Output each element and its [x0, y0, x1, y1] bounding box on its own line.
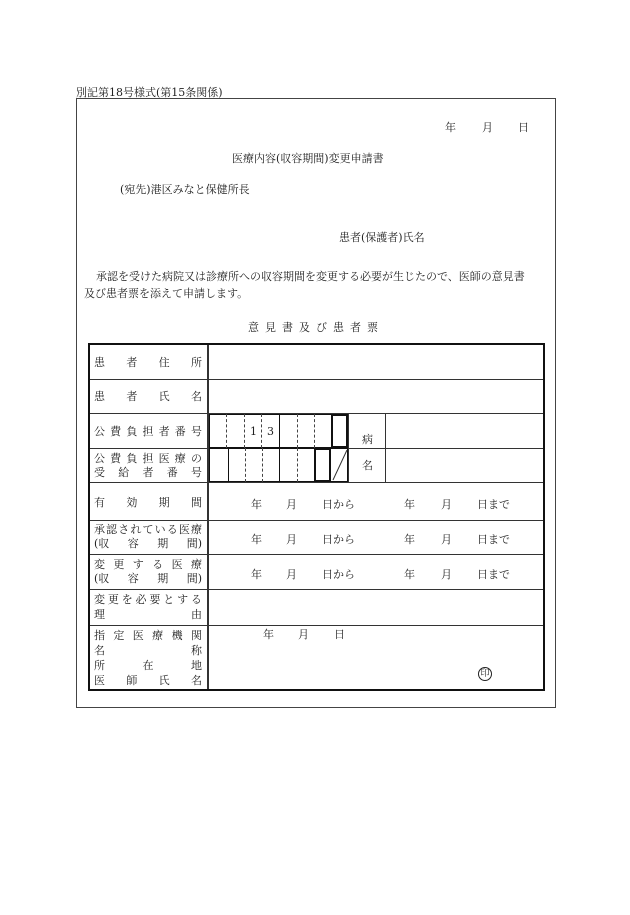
- recipient-number-label-line1: 公 費 負 担 医 療 の: [94, 452, 202, 465]
- changed-treatment-label-line1: 変 更 す る 医 療: [94, 558, 202, 571]
- change-reason-label-line1: 変 更 を 必 要 と す る: [94, 593, 202, 606]
- patient-address-field[interactable]: [210, 345, 543, 378]
- form-title: 医療内容(収容期間)変更申請書: [232, 152, 384, 165]
- recipient-number-label-line2: 受 給 者 番 号: [94, 466, 202, 479]
- recipient-number-check-digit[interactable]: [314, 448, 331, 482]
- seal-mark: 印: [478, 667, 492, 681]
- changed-treatment-label-line2: (収 容 期 間): [94, 572, 202, 585]
- payer-number-digit-1: 1: [250, 425, 257, 438]
- form-label: 別記第18号様式(第15条関係): [76, 86, 223, 99]
- change-reason-field[interactable]: [210, 591, 543, 624]
- payer-number-check-digit[interactable]: [331, 414, 348, 448]
- addressee: (宛先)港区みなと保健所長: [120, 183, 250, 196]
- section-title: 意見書及び患者票: [248, 321, 384, 334]
- applicant-name-label: 患者(保護者)氏名: [339, 231, 425, 244]
- date-month-label: 月: [482, 121, 493, 134]
- approved-treatment-label-line1: 承 認 さ れ て い る 医 療: [94, 523, 202, 536]
- approved-treatment-label-line2: (収 容 期 間): [94, 537, 202, 550]
- institution-name-label: 名 称: [94, 644, 202, 657]
- date-year-label: 年: [445, 121, 456, 134]
- body-text-line-2: 及び患者票を添えて申請します。: [84, 287, 249, 300]
- patient-name-label: 患 者 氏 名: [94, 390, 202, 403]
- institution-address-label: 所 在 地: [94, 659, 202, 672]
- payer-number-label: 公 費 負 担 者 番 号: [94, 425, 202, 438]
- patient-address-label: 患 者 住 所: [94, 356, 202, 369]
- institution-label: 指 定 医 療 機 関: [94, 629, 202, 642]
- disease-name-label-char2: 名: [362, 459, 373, 472]
- validity-period-label: 有 効 期 間: [94, 496, 202, 509]
- change-reason-label-line2: 理 由: [94, 608, 202, 621]
- payer-number-digit-3: 3: [267, 425, 274, 438]
- body-text-line-1: 承認を受けた病院又は診療所への収容期間を変更する必要が生じたので、医師の意見書: [96, 270, 525, 283]
- opinion-and-patient-ticket-table: 患 者 住 所 患 者 氏 名 公 費 負 担 者 番 号 公 費 負 担 医 療 の 受 給 者 番 号 有 効 期 間 承 認 さ れ て い る 医 療 (収 容 期 間) 変 更 す る 医 療 (収 容 期 間) 変 更 を 必 要 と す る 理 由 指 定 医 療 機 関 名 称 所 在 地 医 師 氏 名 1 3 病 名 年 月 日から 年 月 日まで 年 月 日から 年 月 日まで 年 月 日から 年 月 日まで 年 月 日 印: [88, 343, 545, 691]
- doctor-name-label: 医 師 氏 名: [94, 674, 202, 687]
- date-day-label: 日: [518, 121, 529, 134]
- patient-name-field[interactable]: [210, 380, 543, 413]
- diagonal-slash: [331, 448, 348, 482]
- disease-name-label-char1: 病: [362, 433, 373, 446]
- disease-name-field[interactable]: [387, 415, 543, 481]
